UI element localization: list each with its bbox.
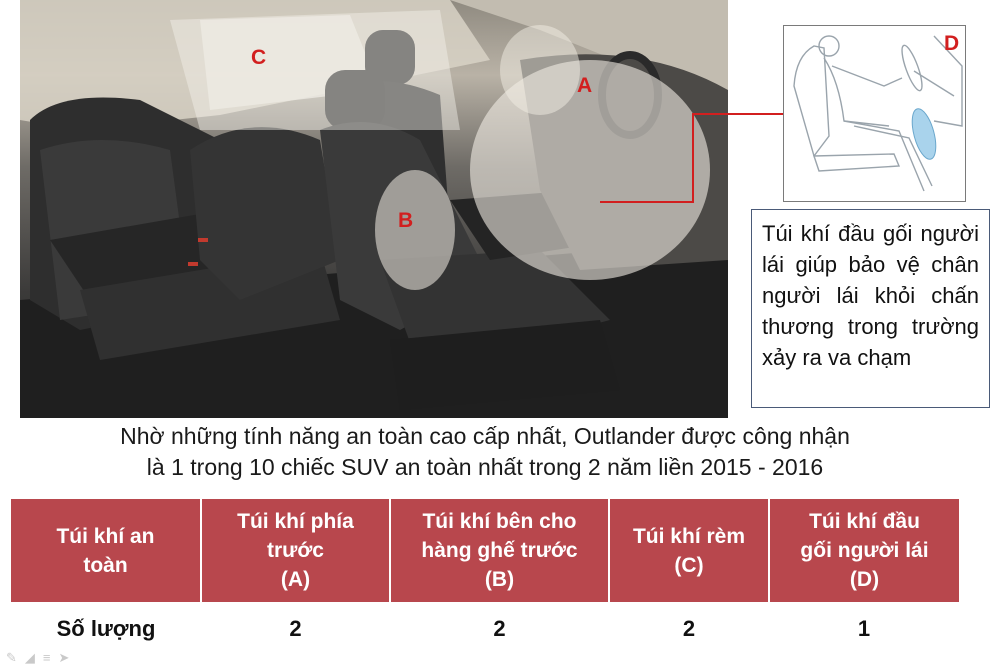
pen-icon[interactable]: ✎ [6, 650, 25, 665]
eraser-icon[interactable]: ◢ [24, 650, 43, 665]
caption-line-2: là 1 trong 10 chiếc SUV an toàn nhất trong 2 năm liền 2015 - 2016 [146, 454, 824, 480]
cell-front-count: 2 [201, 602, 390, 656]
airbag-table [11, 499, 959, 656]
caption-line-1: Nhờ những tính năng an toàn cao cấp nhất, Outlander được công nhận [120, 423, 850, 449]
car-interior-photo [20, 0, 728, 418]
header-knee-airbag: Túi khí đầu gối người lái (D) [769, 499, 959, 602]
connector-line-horizontal-low [600, 201, 694, 203]
pointer-icon[interactable]: ➤ [58, 650, 78, 665]
airbag-label-c: C [251, 46, 267, 69]
safety-caption [20, 421, 950, 483]
knee-airbag-diagram [783, 25, 966, 202]
table-row [11, 602, 959, 656]
table-header-row [11, 499, 959, 602]
driver-seat-sketch [784, 26, 965, 201]
cell-curtain-count: 2 [609, 602, 769, 656]
airbag-label-a: A [577, 74, 593, 97]
header-curtain-airbags: Túi khí rèm (C) [609, 499, 769, 602]
slideshow-toolbar [0, 650, 126, 665]
cell-side-count: 2 [390, 602, 609, 656]
car-interior-illustration [20, 0, 728, 418]
menu-icon[interactable]: ≡ [42, 650, 59, 665]
airbag-label-d: D [944, 32, 960, 55]
connector-line-horizontal-high [692, 113, 784, 115]
airbag-label-b: B [398, 209, 414, 232]
cell-knee-count: 1 [769, 602, 959, 656]
header-side-airbags: Túi khí bên cho hàng ghế trước (B) [390, 499, 609, 602]
header-safety-airbags: Túi khí an toàn [11, 499, 201, 602]
header-front-airbags: Túi khí phía trước (A) [201, 499, 390, 602]
connector-line-vertical [692, 113, 694, 203]
row-label-quantity: Số lượng [11, 602, 201, 656]
knee-airbag-description: Túi khí đầu gối người lái giúp bảo vệ chân người lái khỏi chấn thương trong trường xảy ra va chạm [751, 209, 990, 408]
